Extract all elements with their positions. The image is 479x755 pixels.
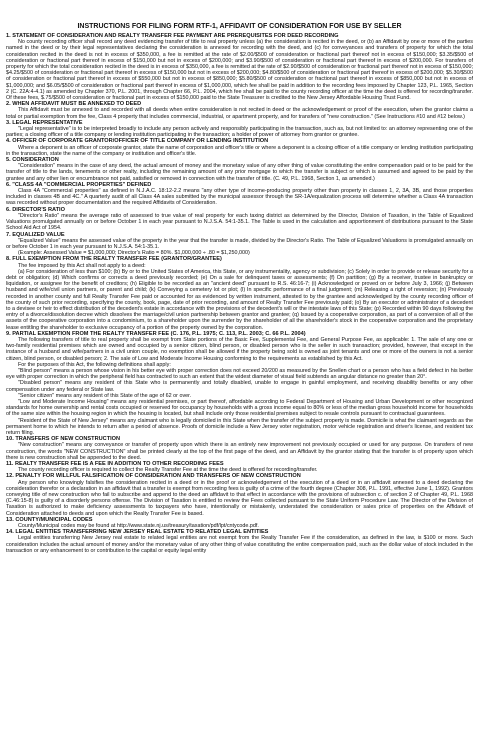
section-heading: 14. LEGAL ENTITIES TRANSFERRING NEW JERSEY REAL ESTATE TO RELATED LEGAL ENTITIES [6,529,269,536]
section-heading: 6. DIRECTOR'S RATIO [6,206,65,213]
section-paragraph: "Blind person" means a person whose vision in his better eye with proper correction does not exceed 20/200 as measured by the Snellen chart or a person who has a field defect in his better eye with proper correction in which the peripheral field has contracted to such an extent that the widest diameter of visual field subtends an angular distance no greater than 20°. [6,367,473,381]
instruction-section [6,232,473,257]
section-paragraph: "Disabled person" means any resident of this State who is permanently and totally disabled, unable to engage in gainful employment, and receiving disability benefits or any other compensation under any federal or State law. [6,380,473,393]
instruction-section [6,207,473,232]
instruction-section [6,473,473,516]
section-paragraph: "Resident of the State of New Jersey" means any claimant who is legally domiciled in this State when the transfer of the subject property is made. Domicile is what the claimant regards as the permanent home to which he intends to return after a period of absence. Proofs of domicile include a New Jersey voter registration, motor vehicle registration and driver's license, and resident tax return filing. [6,417,473,436]
instruction-section [6,529,473,554]
instruction-section [6,517,473,529]
section-paragraph: "Senior citizen" means any resident of this State of the age of 62 or over. [18,392,192,399]
section-paragraph: The county recording officer is required to collect the Realty Transfer Fee at the time the deed is offered for recording/transfer. [18,467,318,474]
section-paragraph: Where a deponent is an officer of corporate grantor, state the name of corporation and officer's title or where a deponent is a closing officer of a title company or lending institution participating in the transaction, state the name of the company or institution and officer's title. [6,144,473,157]
section-paragraph: Class 4A "Commercial properties" as defined in N.J.A.C. 18:12-2.2 means "any other type of income-producing property other than property in classes 1, 2, 3A, 3B, and those properties included in classes 4B and 4C." A quarterly audit of all Class 4A sales submitted by the municipal assessor through the SR-1A/equalization process will determine whether a Class 4A transaction was recorded without proper documentation and the required Affidavits of Consideration. [6,188,473,207]
section-paragraph: (a) For consideration of less than $100; (b) By or to the United States of America, this State, or any instrumentality, agency or subdivision; (c) Solely in order to provide or release security for a debt or obligation; (d) Which confirms or corrects a deed previously recorded; (e) On a sale for delinquent taxes or assessments; (f) On partition; (g) By a receiver, trustee in bankruptcy or liquidation, or assignee for the benefit of creditors; (h) Eligible to be recorded as an "ancient deed" pursuant to R.S. 46:16-7; (i) Acknowledged or proved on or before July 3, 1966; (j) Between husband and wife/civil union partners, or parent and child; (k) Conveying a cemetery lot or plot; (l) In specific performance of a final judgment; (m) Releasing a right of reversion; (n) Previously recorded in another county and full Realty Transfer Fee paid or accounted for as evidenced by written instrument, attested to by the grantee and acknowledged by the county recording officer of the county of such prior recording, specifying the county, book, page, date of prior recording, and amount of Realty Transfer Fee previously paid; (o) By an executor or administrator of a decedent to a devisee or heir to effect distribution of the decedent's estate in accordance with the provisions of the decedent's will or the intestate laws of this State; (p) Recorded within 90 days following the entry of a divorce/dissolution decree which dissolves the marriage/civil union partnership between grantor and grantee; (q) Issued by a cooperative corporation, as part of a conversion of all of the assets of the cooperative corporation into a condominium, to a shareholder upon the surrender by the shareholder of all the shareholder's stock in the cooperative corporation and the proprietary lease entitling the shareholder to exclusive occupancy of a portion of the property owned by the corporation. [6,268,473,331]
section-paragraph: Any person who knowingly falsifies the consideration recited in a deed or in the proof or acknowledgement of the execution of a deed or in an affidavit annexed to a deed declaring the consideration therefor or a declaration in an affidavit that a transfer is exempt from recording fees is guilty of a crime of the fourth degree (Chapter 308, P.L. 1991, effective June 1, 1992). Grantors conveying title of new construction who fail to subscribe and append to the deed an affidavit to that effect in accordance with the provisions of subsection c. of section 2 of Chapter 49, P.L. 1968 (C.46:15-8) is guilty of a disorderly persons offense. The Division of Taxation is entitled to review the Fees collected pursuant to the State Uniform Procedure Law. The Director of the Division of Taxation is authorized to make deficiency assessments to taxpayers who have, intentionally or mistakenly, understated the consideration or sales price of properties on the Affidavit of Consideration attached to deeds and upon which the Realty Transfer Fee is based. [6,479,473,517]
section-paragraph: The fee imposed by this Act shall not apply to a deed: [18,262,146,269]
section-paragraph: "Director's Ratio" means the average ratio of assessed to true value of real property for each taxing district as determined by the Director, Division of Taxation, in the Table of Equalized Valuations promulgated annually on or before October 1 in each year pursuant to N.J.S.A. 54:1-35.1. The Table is used in the calculation and apportionment of distributions pursuant to the State School Aid Act of 1954. [6,212,473,232]
sections-container [6,33,473,554]
section-heading: 2. WHEN AFFIDAVIT MUST BE ANNEXED TO DEED [6,101,142,108]
section-paragraph: County/Municipal codes may be found at http://www.state.nj.us/treasury/taxation/pdf/lpt/cntycode.pdf. [18,523,259,530]
instruction-section [6,436,473,461]
section-heading: 6. "CLASS 4A "COMMERCIAL PROPERTIES" DEFINED [6,181,152,188]
section-paragraph: This Affidavit must be annexed to and recorded with all deeds when entire consideration is not recited in deed or the acknowledgement or proof of the execution, when the grantor claims a total or partial exemption from the fee, Class 4 property that includes commercial, industrial, or apartment property, and for transfers of "new construction." (See Instructions #10 and #12 below.) [6,107,473,120]
instruction-section [6,101,473,120]
section-heading: 11. REALTY TRANSFER FEE IS A FEE IN ADDITION TO OTHER RECORDING FEES [6,461,224,468]
section-paragraph: "Consideration" means in the case of any deed, the actual amount of money and the monetary value of any other thing of value constituting the entire compensation paid or to be paid for the transfer of title to the lands, tenements or other realty, including the remaining amount of any prior mortgage to which the transfer is subject or which is assumed and agreed to be paid by the grantee and any other lien or encumbrance not paid, satisfied or removed in connection with the transfer of title. (C. 49, P.L. 1968, Section 1, as amended.) [6,163,473,182]
section-heading: 7. EQUALIZED VALUE [6,231,65,238]
section-heading: 13. COUNTY/MUNICIPAL CODES [6,516,93,523]
section-paragraph: No county recording officer shall record any deed evidencing transfer of title to real property unless (a) the consideration is recited in the deed, or (b) an Affidavit by one or more of the parties named in the deed or by their legal representatives declaring the consideration is annexed for recording with the deed, and (c) for conveyances and transfers of property for which the total consideration recited in the deed is not in excess of $350,000, a fee is remitted at the rate of $2.00/$500 of consideration or fractional part thereof not in excess of $150,000; $3.35/$500 of consideration or fractional part thereof in excess of $150,000 but not in excess of $200,000; and $3.90/$500 of consideration or fractional part thereof in excess of $200,000. For transfers of property for which the total consideration recited in the deed is in excess of $350,000, a fee is remitted at the rate of $2.90/$500 of consideration or fractional part thereof not in excess of $150,000; $4.25/$500 of consideration or fractional part thereof in excess of $150,000 but not in excess of $200,000; $4.80/$500 of consideration or fractional part thereof in excess of $200,000; $5.30/$500 of consideration or fractional part thereof in excess of $550,000 but not in excess of $850,000; $5.80/$500 of consideration or fractional part thereof in excess of $850,000 but not in excess of $1,000,000; and $6.05/$500 of consideration or fractional part thereof in excess of $1,000,000, which fee shall be paid in addition to the recording fees imposed by Chapter 123, P.L. 1965, Section 2 (C. 22A:4-4.1) as amended by Chapter 370, P.L. 2001, through Chapter 66, P.L. 2004, which fee shall be paid to the county recording officer at the time the deed is offered for recording/transfer. Of these fees, $.75/$500 of consideration or fractional part in excess of $150,000 paid to the State Treasurer is credited to the New Jersey Affordable Housing Trust Fund. [6,39,473,102]
instruction-section [6,138,473,157]
instruction-section [6,182,473,207]
instruction-section [6,331,473,436]
instruction-section [6,461,473,473]
section-heading: 5. CONSIDERATION [6,157,59,164]
section-paragraph: "Legal representative" is to be interpreted broadly to include any person actively and responsibly participating in the transaction, such as, but not limited to: an attorney representing one of the parties; a closing officer of a title company or lending institution participating in the transaction; a holder of power of attorney from grantor or grantee. [6,126,473,139]
section-paragraph: "New construction" means any conveyance or transfer of property upon which there is an entirely new improvement not previously occupied or used for any purpose. On transfers of new construction, the words "NEW CONSTRUCTION" shall be printed clearly at the top of the first page of the deed, and an Affidavit by the grantor stating that the transfer is of property upon which there is new construction shall be appended to the deed. [6,442,473,461]
section-heading: 8. FULL EXEMPTION FROM THE REALTY TRANSFER FEE (GRANTOR/GRANTEE) [6,256,222,263]
section-paragraph: The following transfers of title to real property shall be exempt from State portions of the Basic Fee, Supplemental Fee, and General Purpose Fee, as applicable: 1. The sale of any one or two-family residential premises which are owned and occupied by a senior citizen, blind person, or disabled person who is the seller in such transaction; provided, however, that except in the instance of a husband and wife/partners in a civil union couple, no exemption shall be allowed if the property being sold is owned as joint tenants and one or more of the owners is not a senior citizen, blind person, or disabled person; 2. The sale of Low and Moderate Income Housing conforming to the requirements as established by this Act. [6,336,473,362]
document-title: INSTRUCTIONS FOR FILING FORM RTF-1, AFFIDAVIT OF CONSIDERATION FOR USE BY SELLER [77,23,402,30]
section-heading: 12. PENALTY FOR WILLFUL FALSIFICATION OF CONSIDERATION AND TRANSFERS OF NEW CONSTRUCTION [6,473,301,480]
instruction-section [6,256,473,330]
instruction-section [6,157,473,182]
section-paragraph: Legal entities transferring New Jersey real estate to related legal entities are not exempt from the Realty Transfer Fee if the consideration, as defined in the law, is $100 or more. Such consideration includes the actual amount of money and/or the monetary value of any other thing of value constituting the entire compensation paid, such as the dollar value of stock included in the transaction or any enhancement to or contribution to the capital or equity legal entity [6,535,473,554]
section-heading: 9. PARTIAL EXEMPTION FROM THE REALTY TRANSFER FEE (C. 176, P.L. 1975; C. 113, P.L. 2003; C. 66 P.L. 2004) [6,330,306,337]
section-paragraph: (Example: Assessed Value = $1,000,000; Director's Ratio = 80%. $1,000,000 ÷ .80 = $1,250,000) [18,250,250,257]
section-paragraph: "Equalized Value" means the assessed value of the property in the year that the transfer is made, divided by the Director's Ratio. The Table of Equalized Valuations is promulgated annually on or before October 1 in each year pursuant to N.J.S.A. 54:1-35.1. [6,237,473,250]
instruction-section [6,33,473,101]
instruction-section [6,120,473,139]
section-paragraph: For the purposes of this Act, the following definitions shall apply: [18,361,171,368]
section-heading: 10. TRANSFERS OF NEW CONSTRUCTION [6,436,121,443]
section-heading: 3. LEGAL REPRESENTATIVE [6,119,83,126]
section-paragraph: "Low and Moderate Income Housing" means any residential premises, or part thereof, affordable according to Federal Department of Housing and Urban Development or other recognized standards for home ownership and rental costs occupied or reserved for occupancy by households with a gross income equal to 80% or less of the median gross household income for households of the same size within the housing region in which the housing is located, but shall include only those residential premises subject to resale controls pursuant to contractual guarantees. [6,398,473,418]
section-heading: 4. OFFICER OF CORPORATE GRANTOR/OFFICER OF TITLE COMPANY OR LENDING INSTITUTION [6,138,269,145]
section-heading: 1. STATEMENT OF CONSIDERATION AND REALTY TRANSFER FEE PAYMENT ARE PREREQUISITES FOR DEED RECORDING [6,33,339,39]
